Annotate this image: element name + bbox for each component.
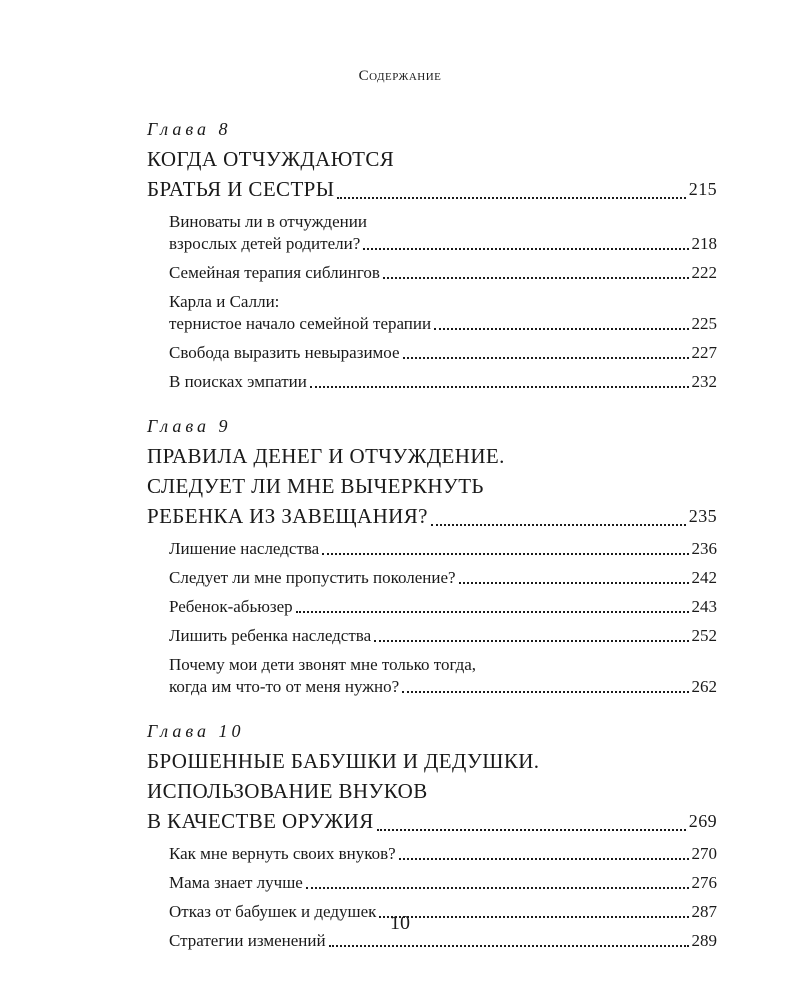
leader-dots [337,193,685,199]
toc-section-entry[interactable] [169,625,717,647]
section-page-number: 289 [691,931,717,950]
toc-section-entry[interactable] [169,291,717,335]
section-title: Свобода выразить невыразимое [169,343,400,362]
section-title: Ребенок-абьюзер [169,597,293,616]
section-page-number: 222 [691,263,717,282]
section-page-number: 236 [691,539,717,558]
section-title: В поисках эмпатии [169,372,307,391]
chapter-label: Глава 8 [147,119,232,139]
section-page-number: 243 [691,597,717,616]
leader-dots [322,549,688,555]
toc-section-entry[interactable] [169,843,717,865]
section-page-number: 262 [691,677,717,696]
leader-dots [310,382,689,388]
chapter-label: Глава 9 [147,416,232,436]
section-title: Следует ли мне пропустить поколение? [169,568,456,587]
page-number: 10 [390,912,410,934]
section-title: Отказ от бабушек и дедушек [169,902,377,921]
leader-dots [329,941,689,947]
leader-dots [383,273,689,279]
section-title: Семейная терапия сиблингов [169,263,380,282]
leader-dots [399,854,689,860]
section-title: Мама знает лучше [169,873,303,892]
chapter-title-entry[interactable] [147,174,717,204]
running-head: Содержание [358,68,442,84]
section-title: Лишить ребенка наследства [169,626,372,645]
section-page-number: 276 [691,873,717,892]
chapter-title-entry[interactable] [147,806,717,836]
toc-section-entry[interactable] [169,538,717,560]
toc-section-entry[interactable] [169,596,717,618]
table-of-contents [147,116,717,972]
section-title: взрослых детей родители? [169,234,361,253]
section-page-number: 225 [691,314,717,333]
section-title: Лишение наследства [169,539,320,558]
section-page-number: 232 [691,372,717,391]
chapter-title-line: ИСПОЛЬЗОВАНИЕ ВНУКОВ [147,779,428,803]
leader-dots [363,244,688,250]
chapter-title-last-line: БРАТЬЯ И СЕСТРЫ [147,177,335,201]
toc-section-entry[interactable] [169,872,717,894]
toc-section-entry[interactable] [169,567,717,589]
chapter-title-line: БРОШЕННЫЕ БАБУШКИ И ДЕДУШКИ. [147,749,540,773]
toc-section-entry[interactable] [169,211,717,255]
chapter-title-last-line: РЕБЕНКА ИЗ ЗАВЕЩАНИЯ? [147,504,428,528]
section-title: Стратегии изменений [169,931,326,950]
leader-dots [434,324,688,330]
leader-dots [296,607,689,613]
section-page-number: 270 [691,844,717,863]
leader-dots [431,520,686,526]
toc-section-entry[interactable] [169,262,717,284]
section-title-line: Карла и Салли: [169,292,280,311]
chapter-page-number: 215 [688,179,717,199]
section-title: когда им что-то от меня нужно? [169,677,400,696]
toc-section-entry[interactable] [169,371,717,393]
chapter-title-line: СЛЕДУЕТ ЛИ МНЕ ВЫЧЕРКНУТЬ [147,474,484,498]
chapter-page-number: 235 [688,506,717,526]
leader-dots [374,636,688,642]
section-title-line: Виноваты ли в отчуждении [169,212,367,231]
chapter-title-last-line: В КАЧЕСТВЕ ОРУЖИЯ [147,809,374,833]
chapter-title-entry[interactable] [147,501,717,531]
leader-dots [377,825,686,831]
section-page-number: 242 [691,568,717,587]
section-title-line: Почему мои дети звонят мне только тогда, [169,655,477,674]
chapter-title-line: ПРАВИЛА ДЕНЕГ И ОТЧУЖДЕНИЕ. [147,444,505,468]
leader-dots [402,687,688,693]
section-page-number: 252 [691,626,717,645]
leader-dots [403,353,689,359]
section-page-number: 287 [691,902,717,921]
toc-section-entry[interactable] [169,342,717,364]
section-title: Как мне вернуть своих внуков? [169,844,396,863]
leader-dots [459,578,689,584]
chapter-label: Глава 10 [147,721,245,741]
leader-dots [306,883,689,889]
section-title: тернистое начало семейной терапии [169,314,432,333]
toc-section-entry[interactable] [169,654,717,698]
section-page-number: 218 [691,234,717,253]
chapter-title-line: КОГДА ОТЧУЖДАЮТСЯ [147,147,395,171]
chapter-block [147,413,717,698]
section-page-number: 227 [691,343,717,362]
chapter-block [147,116,717,393]
chapter-page-number: 269 [688,811,717,831]
